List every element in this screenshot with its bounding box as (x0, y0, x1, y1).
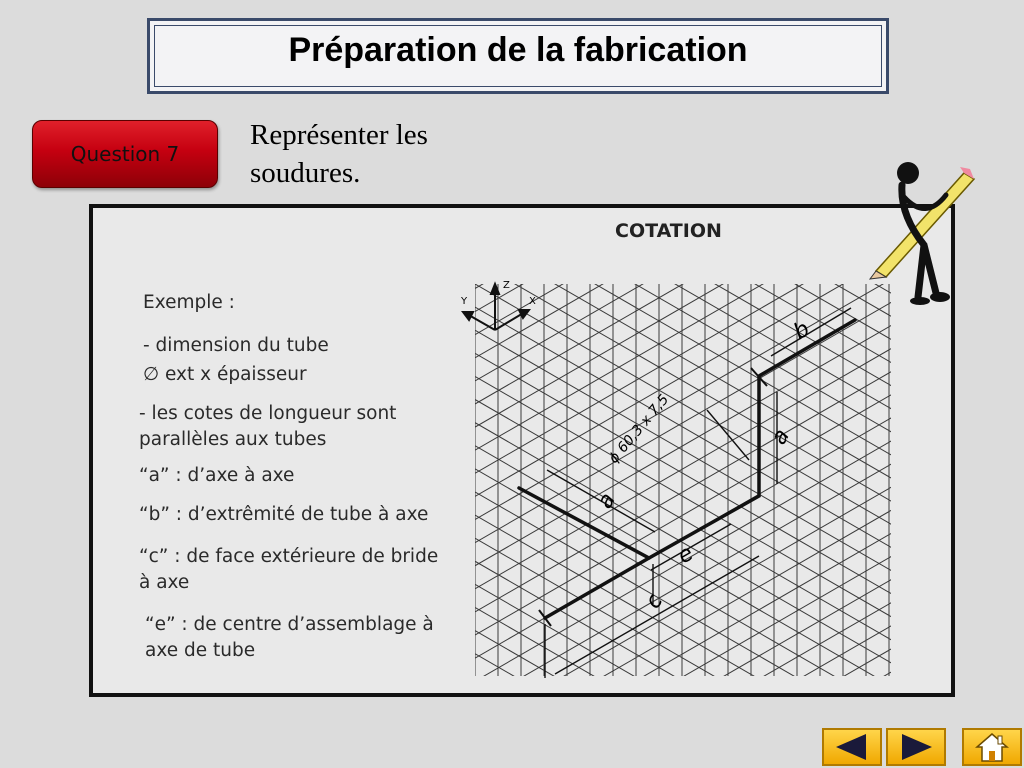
text-dimension-line1: - dimension du tube (143, 335, 329, 356)
pipe-dimension-spec: ϕ 60,3 x 7,5 (605, 391, 673, 467)
text-dimension-line2: ∅ ext x épaisseur (143, 364, 307, 385)
text-e-line2: axe de tube (145, 640, 256, 661)
instruction-line-1: Représenter les (250, 119, 428, 151)
text-length-line2: parallèles aux tubes (139, 429, 327, 450)
text-b: “b” : d’extrêmité de tube à axe (139, 504, 429, 525)
title-box (147, 18, 889, 94)
cotation-figure (89, 204, 955, 697)
text-c-line2: à axe (139, 572, 190, 593)
label-b: b (789, 316, 815, 346)
home-icon (974, 731, 1010, 763)
pencil-man-icon (866, 155, 976, 305)
dimension-lines (545, 308, 851, 678)
axis-z-label: Z (503, 280, 510, 291)
next-icon (896, 732, 936, 762)
title-frame (154, 25, 882, 87)
label-a-vertical: a (766, 424, 795, 449)
question-button[interactable] (32, 120, 218, 188)
axis-x-label: X (529, 296, 536, 307)
page-title: Préparation de la fabrication (288, 30, 748, 69)
question-label: Question 7 (70, 142, 180, 166)
text-a: “a” : d’axe à axe (139, 465, 295, 486)
next-button[interactable] (886, 728, 946, 766)
text-length-line1: - les cotes de longueur sont (139, 403, 397, 424)
cotation-heading: COTATION (615, 220, 722, 242)
previous-icon (832, 732, 872, 762)
axis-triad (463, 284, 529, 330)
label-e: e (673, 540, 698, 570)
text-e-line1: “e” : de centre d’assemblage à (145, 614, 434, 635)
instruction-line-2: soudures. (250, 157, 361, 189)
instruction-text (250, 116, 510, 192)
axis-y-label: Y (461, 296, 468, 307)
label-c: c (640, 590, 669, 613)
pipe-run (519, 320, 855, 618)
label-a-horizontal: a (592, 488, 621, 513)
isometric-drawing (459, 274, 891, 684)
previous-button[interactable] (822, 728, 882, 766)
example-label: Exemple : (143, 292, 235, 313)
home-button[interactable] (962, 728, 1022, 766)
text-c-line1: “c” : de face extérieure de bride (139, 546, 439, 567)
